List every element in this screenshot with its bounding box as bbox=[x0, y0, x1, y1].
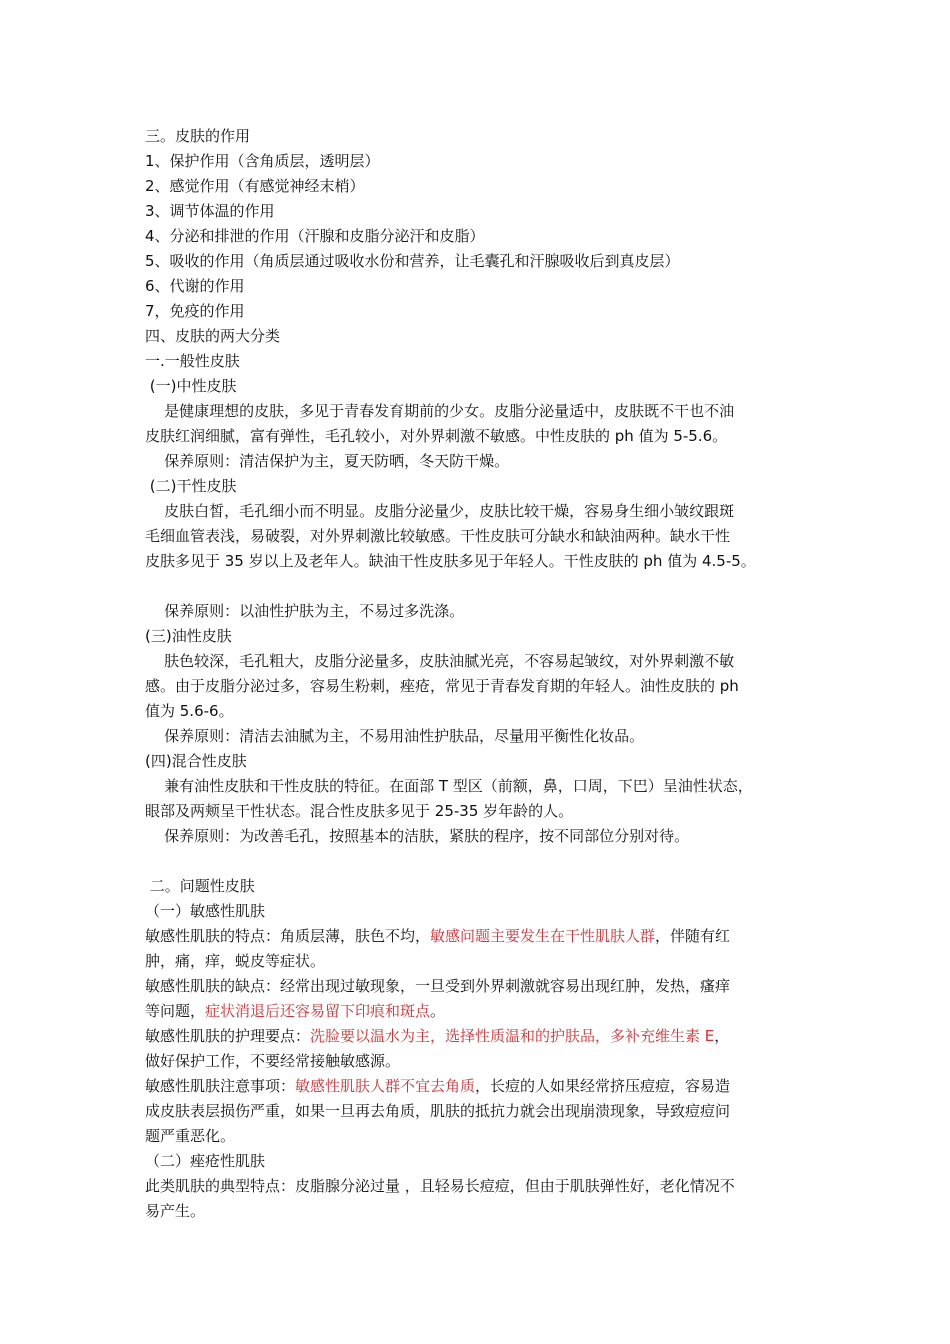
paragraph-line: 易产生。 bbox=[145, 1202, 206, 1220]
skin-type-heading: （二）痤疮性肌肤 bbox=[145, 1152, 266, 1170]
paragraph-line: 此类肌肤的典型特点：皮脂腺分泌过量 ，且轻易长痘痘，但由于肌肤弹性好，老化情况不 bbox=[145, 1177, 735, 1195]
care-principle: 保养原则：清洁保护为主，夏天防晒，冬天防干燥。 bbox=[164, 452, 510, 470]
care-principle: 保养原则：以油性护肤为主，不易过多洗涤。 bbox=[164, 602, 465, 620]
care-principle: 保养原则：为改善毛孔，按照基本的洁肤，紧肤的程序，按不同部位分别对待。 bbox=[164, 827, 690, 845]
paragraph-line: 感。由于皮脂分泌过多，容易生粉刺，痤疮，常见于青春发育期的年轻人。油性皮肤的 ph bbox=[145, 677, 739, 695]
blank-line bbox=[145, 849, 825, 874]
text-run: ，伴随有红 bbox=[655, 927, 731, 945]
skin-type-heading: (四)混合性皮肤 bbox=[145, 752, 247, 770]
highlight-text: 症状消退后还容易留下印痕和斑点 bbox=[205, 1002, 431, 1020]
text-run: 。 bbox=[430, 1002, 446, 1020]
section-heading: 四、皮肤的两大分类 bbox=[145, 327, 281, 345]
blank-line bbox=[145, 574, 825, 599]
subsection-heading: 一.一般性皮肤 bbox=[145, 352, 240, 370]
list-item: 2、感觉作用（有感觉神经末梢） bbox=[145, 177, 365, 195]
document-page bbox=[145, 124, 825, 1224]
paragraph-line: 眼部及两颊呈干性状态。混合性皮肤多见于 25-35 岁年龄的人。 bbox=[145, 802, 574, 820]
text-run: ，长痘的人如果经常挤压痘痘，容易造 bbox=[475, 1077, 731, 1095]
highlight-text: 敏感性肌肤人群不宜去角质 bbox=[295, 1077, 476, 1095]
skin-type-heading: (三)油性皮肤 bbox=[145, 627, 232, 645]
paragraph-line bbox=[145, 1024, 825, 1049]
paragraph-line: 兼有油性皮肤和干性皮肤的特征。在面部 T 型区（前额，鼻，口周，下巴）呈油性状态， bbox=[164, 777, 753, 795]
list-item: 5、吸收的作用（角质层通过吸收水份和营养，让毛囊孔和汗腺吸收后到真皮层） bbox=[145, 252, 680, 270]
skin-type-heading: (一)中性皮肤 bbox=[145, 377, 237, 395]
paragraph-line: 毛细血管表浅，易破裂，对外界刺激比较敏感。干性皮肤可分缺水和缺油两种。缺水干性 bbox=[145, 527, 731, 545]
paragraph-line: 做好保护工作，不要经常接触敏感源。 bbox=[145, 1052, 401, 1070]
text-run: 等问题， bbox=[145, 1002, 206, 1020]
paragraph-line: 皮肤红润细腻，富有弹性，毛孔较小，对外界刺激不敏感。中性皮肤的 ph 值为 5-5.6。 bbox=[145, 427, 728, 445]
paragraph-line: 是健康理想的皮肤，多见于青春发育期前的少女。皮脂分泌量适中，皮肤既不干也不油 bbox=[164, 402, 735, 420]
paragraph-line: 肿，痛，痒，蜕皮等症状。 bbox=[145, 952, 326, 970]
highlight-text: 敏感问题主要发生在干性肌肤人群 bbox=[430, 927, 656, 945]
skin-type-heading: （一）敏感性肌肤 bbox=[145, 902, 266, 920]
paragraph-line bbox=[145, 1074, 825, 1099]
list-item: 1、保护作用（含角质层，透明层） bbox=[145, 152, 380, 170]
paragraph-line: 敏感性肌肤的缺点：经常出现过敏现象，一旦受到外界刺激就容易出现红肿，发热，瘙痒 bbox=[145, 977, 731, 995]
text-run: 敏感性肌肤注意事项： bbox=[145, 1077, 296, 1095]
list-item: 6、代谢的作用 bbox=[145, 277, 245, 295]
list-item: 7，免疫的作用 bbox=[145, 302, 245, 320]
paragraph-line: 题严重恶化。 bbox=[145, 1127, 236, 1145]
list-item: 3、调节体温的作用 bbox=[145, 202, 275, 220]
text-run: 敏感性肌肤的特点：角质层薄，肤色不均， bbox=[145, 927, 431, 945]
paragraph-line bbox=[145, 924, 825, 949]
care-principle: 保养原则：清洁去油腻为主，不易用油性护肤品，尽量用平衡性化妆品。 bbox=[164, 727, 645, 745]
paragraph-line: 值为 5.6-6。 bbox=[145, 702, 234, 720]
paragraph-line: 肤色较深，毛孔粗大，皮脂分泌量多，皮肤油腻光亮，不容易起皱纹，对外界刺激不敏 bbox=[164, 652, 735, 670]
subsection-heading: 二。问题性皮肤 bbox=[145, 877, 255, 895]
paragraph-line: 皮肤多见于 35 岁以上及老年人。缺油干性皮肤多见于年轻人。干性皮肤的 ph 值为 4.5-5。 bbox=[145, 552, 756, 570]
paragraph-line: 成皮肤表层损伤严重，如果一旦再去角质，肌肤的抵抗力就会出现崩溃现象，导致痘痘问 bbox=[145, 1102, 731, 1120]
text-run: ， bbox=[714, 1027, 730, 1045]
paragraph-line bbox=[145, 999, 825, 1024]
highlight-text: 洗脸要以温水为主，选择性质温和的护肤品，多补充维生素 E bbox=[310, 1027, 715, 1045]
section-heading: 三。皮肤的作用 bbox=[145, 127, 251, 145]
list-item: 4、分泌和排泄的作用（汗腺和皮脂分泌汗和皮脂） bbox=[145, 227, 485, 245]
paragraph-line: 皮肤白皙，毛孔细小而不明显。皮脂分泌量少，皮肤比较干燥，容易身生细小皱纹跟斑 bbox=[164, 502, 735, 520]
text-run: 敏感性肌肤的护理要点： bbox=[145, 1027, 311, 1045]
skin-type-heading: (二)干性皮肤 bbox=[145, 477, 237, 495]
